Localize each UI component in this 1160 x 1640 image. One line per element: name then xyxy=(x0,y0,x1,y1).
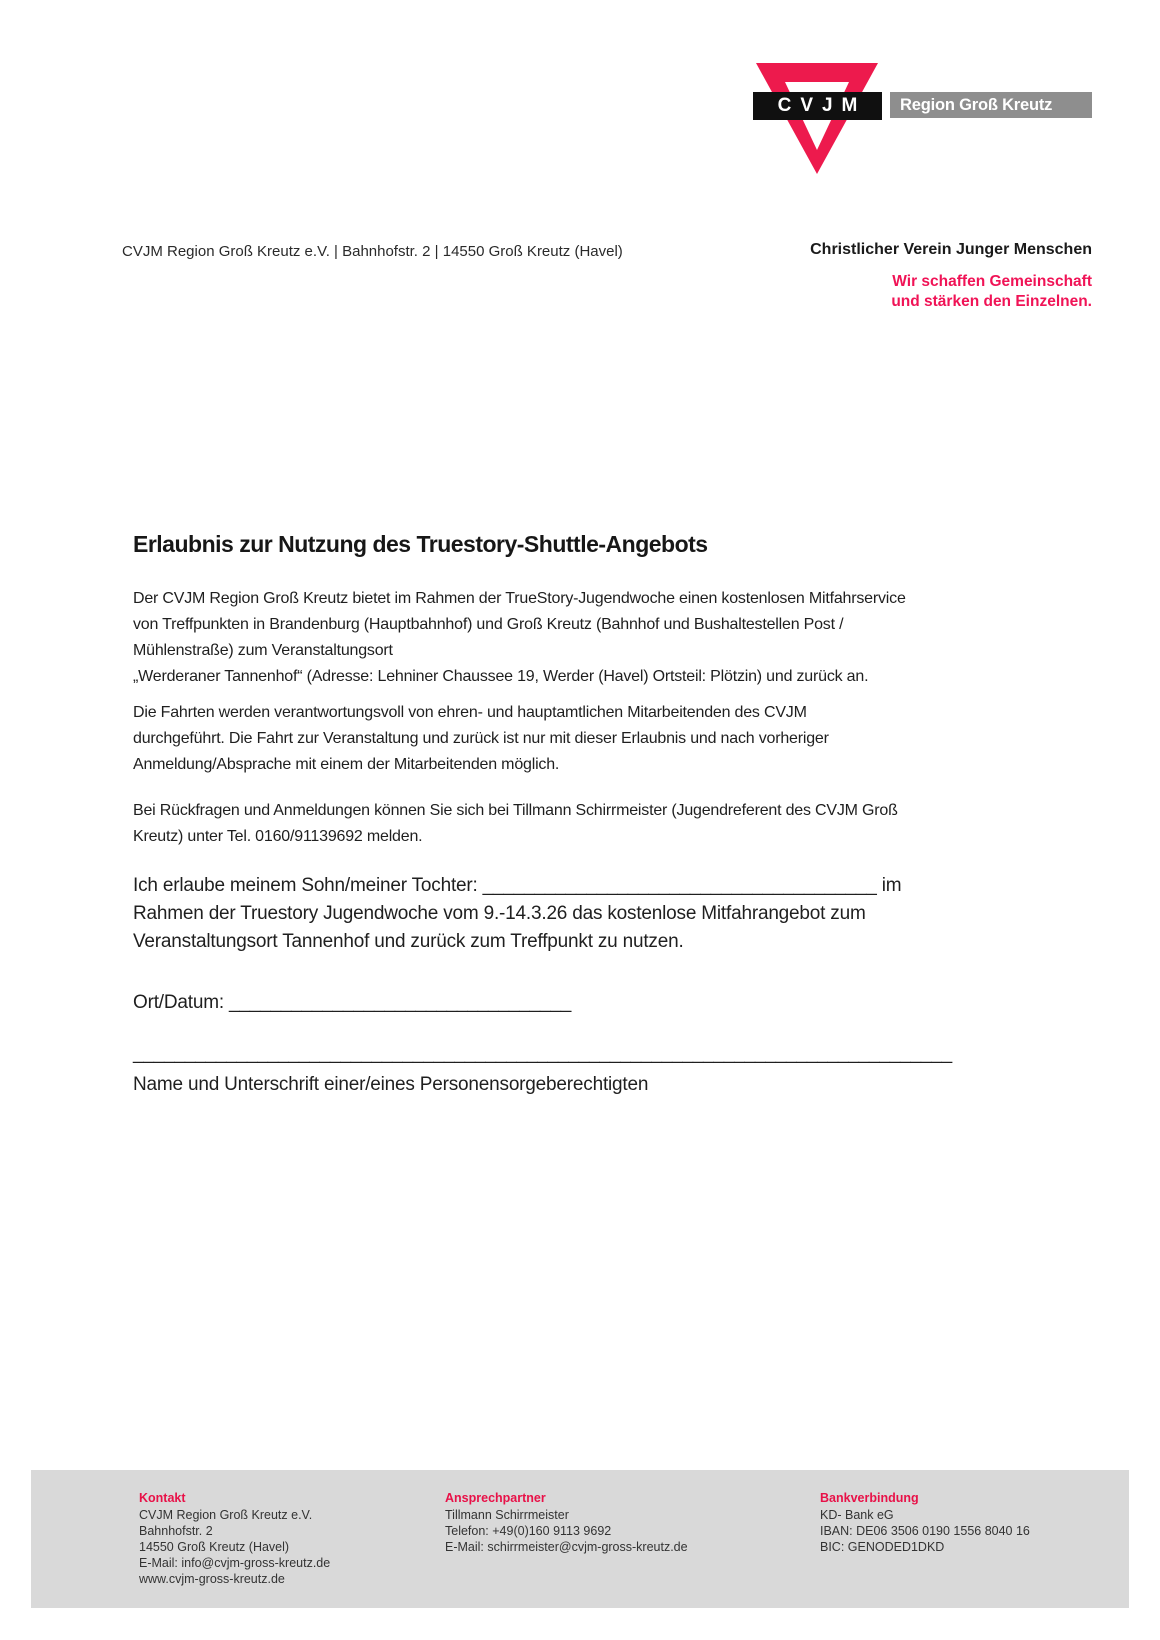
footer-contact-column xyxy=(139,1490,330,1587)
org-full-name: Christlicher Verein Junger Menschen xyxy=(810,241,1092,258)
footer-bank-iban: IBAN: DE06 3506 0190 1556 8040 16 xyxy=(820,1524,1030,1538)
paragraph-contact xyxy=(133,798,898,850)
org-header-block xyxy=(810,241,1092,312)
consent-statement xyxy=(133,872,901,956)
footer-contact-website: www.cvjm-gross-kreutz.de xyxy=(139,1572,285,1586)
paragraph-line: von Treffpunkten in Brandenburg (Hauptbahnhof) und Groß Kreutz (Bahnhof und Bushaltestellen Post / xyxy=(133,616,844,633)
paragraph-drivers xyxy=(133,700,829,778)
footer-person-name: Tillmann Schirrmeister xyxy=(445,1508,569,1522)
paragraph-line: Bei Rückfragen und Anmeldungen können Sie sich bei Tillmann Schirrmeister (Jugendreferent des CVJM Groß xyxy=(133,802,898,819)
consent-line-child-name-blank: Ich erlaube meinem Sohn/meiner Tochter: ______________________________________ im xyxy=(133,875,902,896)
footer-person-email: E-Mail: schirrmeister@cvjm-gross-kreutz.de xyxy=(445,1540,688,1554)
footer-bank-column xyxy=(820,1490,1030,1555)
sender-address-line: CVJM Region Groß Kreutz e.V. | Bahnhofstr. 2 | 14550 Groß Kreutz (Havel) xyxy=(122,243,623,260)
footer-person-heading: Ansprechpartner xyxy=(445,1491,546,1505)
paragraph-line: Die Fahrten werden verantwortungsvoll von ehren- und hauptamtlichen Mitarbeitenden des CVJM xyxy=(133,704,807,721)
footer-band xyxy=(31,1470,1129,1608)
signature-caption: Name und Unterschrift einer/eines Personensorgeberechtigten xyxy=(133,1074,649,1095)
footer-bank-bic: BIC: GENODED1DKD xyxy=(820,1540,945,1554)
footer-bank-heading: Bankverbindung xyxy=(820,1491,919,1505)
footer-contact-org: CVJM Region Groß Kreutz e.V. xyxy=(139,1508,313,1522)
footer-person-phone: Telefon: +49(0)160 9113 9692 xyxy=(445,1524,612,1538)
document-title: Erlaubnis zur Nutzung des Truestory-Shuttle-Angebots xyxy=(133,531,708,557)
org-tagline xyxy=(810,272,1092,312)
cvjm-logo-wordmark: CVJM xyxy=(753,92,882,120)
footer-contact-heading: Kontakt xyxy=(139,1491,186,1505)
place-date-blank-line: Ort/Datum: _________________________________ xyxy=(133,992,572,1013)
org-tagline-line1: Wir schaffen Gemeinschaft xyxy=(892,273,1092,290)
paragraph-line: Kreutz) unter Tel. 0160/91139692 melden. xyxy=(133,828,423,845)
consent-line: Veranstaltungsort Tannenhof und zurück zum Treffpunkt zu nutzen. xyxy=(133,931,684,952)
paragraph-line: Anmeldung/Absprache mit einem der Mitarbeitenden möglich. xyxy=(133,756,560,773)
footer-contact-city: 14550 Groß Kreutz (Havel) xyxy=(139,1540,290,1554)
org-tagline-line2: und stärken den Einzelnen. xyxy=(891,293,1092,310)
paragraph-line: durchgeführt. Die Fahrt zur Veranstaltung und zurück ist nur mit dieser Erlaubnis und nach vorheriger xyxy=(133,730,829,747)
paragraph-line: Mühlenstraße) zum Veranstaltungsort xyxy=(133,642,393,659)
footer-contact-email: E-Mail: info@cvjm-gross-kreutz.de xyxy=(139,1556,331,1570)
paragraph-line: Der CVJM Region Groß Kreutz bietet im Rahmen der TrueStory-Jugendwoche einen kostenlosen Mitfahrservice xyxy=(133,590,906,607)
signature-blank-line: _______________________________________________________________________________ xyxy=(133,1043,952,1064)
paragraph-shuttle-offer xyxy=(133,586,906,690)
footer-person-column xyxy=(445,1490,688,1555)
logo-region-label: Region Groß Kreutz xyxy=(890,92,1092,118)
footer-bank-name: KD- Bank eG xyxy=(820,1508,894,1522)
consent-line: Rahmen der Truestory Jugendwoche vom 9.-14.3.26 das kostenlose Mitfahrangebot zum xyxy=(133,903,866,924)
paragraph-line: „Werderaner Tannenhof“ (Adresse: Lehniner Chaussee 19, Werder (Havel) Ortsteil: Plötzin) und zurück an. xyxy=(133,668,869,685)
footer-contact-street: Bahnhofstr. 2 xyxy=(139,1524,213,1538)
